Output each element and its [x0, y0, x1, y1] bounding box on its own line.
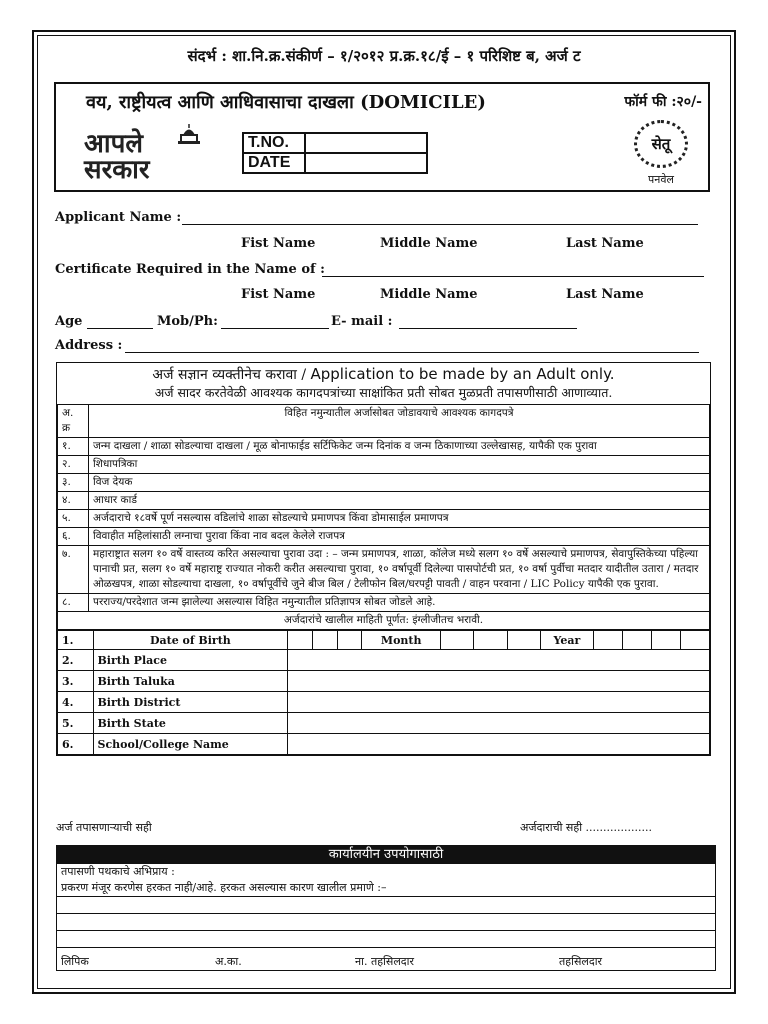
setu-logo-city: पनवेल: [648, 173, 674, 186]
token-date-table: [242, 132, 428, 174]
dob-year-box[interactable]: [622, 631, 651, 650]
birth-taluka-field[interactable]: [288, 671, 710, 692]
table-row: [58, 438, 710, 456]
adult-only-marathi: अर्ज सज्ञान व्यक्तीनेच करावा /: [152, 367, 307, 383]
certificate-name-field[interactable]: [322, 264, 704, 277]
tno-label: T.NO.: [243, 133, 305, 153]
certificate-name-label: Certificate Required in the Name of :: [55, 262, 325, 277]
office-footer-row: [57, 948, 715, 970]
table-row: [58, 671, 710, 692]
dob-year-box[interactable]: [680, 631, 709, 650]
dob-year-label: Year: [541, 631, 594, 650]
office-use-heading: कार्यालयीन उपयोगासाठी: [57, 846, 715, 864]
dob-row: [58, 631, 710, 650]
mobile-field[interactable]: [221, 316, 329, 329]
office-use-section: [56, 845, 716, 971]
dob-month-label: Month: [362, 631, 441, 650]
form-frame: [32, 30, 736, 994]
deputy-tahsildar-label: ना. तहसिलदार: [355, 955, 414, 968]
birth-district-field[interactable]: [288, 692, 710, 713]
table-row: [58, 528, 710, 546]
dob-day-box[interactable]: [288, 631, 313, 650]
school-name-field[interactable]: [288, 734, 710, 755]
tno-field[interactable]: [305, 133, 427, 153]
aaple-sarkar-logo: [82, 124, 210, 185]
birth-state-field[interactable]: [288, 713, 710, 734]
applicant-last-name-caption: Last Name: [566, 236, 644, 251]
verifier-signature-label: अर्ज तपासणाऱ्याची सही: [56, 821, 152, 834]
dob-day-box[interactable]: [337, 631, 362, 650]
row-num: २.: [58, 456, 89, 474]
dob-num: 1.: [58, 631, 94, 650]
table-row: [58, 692, 710, 713]
row-num: 2.: [58, 650, 94, 671]
table-row: [58, 546, 710, 594]
table-row: [58, 492, 710, 510]
birth-state-label: Birth State: [93, 713, 288, 734]
row-text: अर्जदाराचे १८वर्षे पूर्ण नसल्यास वडिलांचे शाळा सोडल्याचे प्रमाणपत्र किंवा डोमासाईल प्रमाणपत्र: [89, 510, 710, 528]
age-field[interactable]: [87, 316, 153, 329]
row-num: 3.: [58, 671, 94, 692]
documents-header-row: [58, 405, 710, 438]
applicant-signature-label: अर्जदाराची सही ...................: [520, 821, 652, 834]
remarks-line[interactable]: [57, 914, 715, 931]
row-text: विवाहीत महिलांसाठी लग्नाचा पुरावा किंवा नाव बदल केलेले राजपत्र: [89, 528, 710, 546]
certificate-last-name-caption: Last Name: [566, 287, 644, 302]
address-label: Address :: [55, 338, 123, 353]
dob-year-box[interactable]: [651, 631, 680, 650]
row-num: 4.: [58, 692, 94, 713]
logo-text-line2: सरकार: [84, 155, 150, 185]
dob-month-box[interactable]: [507, 631, 540, 650]
setu-logo: [630, 120, 694, 190]
row-num: ३.: [58, 474, 89, 492]
officer-label: अ.का.: [215, 955, 242, 968]
birth-place-label: Birth Place: [93, 650, 288, 671]
form-title: वय, राष्ट्रीयत्व आणि आधिवासाचा दाखला (DOMICILE): [86, 92, 486, 113]
adult-only-line: [57, 365, 710, 384]
logo-text-line1: आपले: [84, 129, 143, 159]
row-num: ८.: [58, 594, 89, 612]
table-row: [58, 510, 710, 528]
row-text: महाराष्ट्रात सलग १० वर्षे वास्तव्य करित असल्याचा पुरावा उदा : – जन्म प्रमाणपत्र, शाळा, कॉलेज मध्ये सलग १० वर्षे असल्याचे प्रमाणपत्र, सेवापुस्तिकेच्या पहिल्या पानाची प्रत, सलग १० वर्षे महाराष्ट्र राज्यात नोकरी करीत असल्याचा पुरावा, १० वर्षापूर्वी दिलेल्या पासपोर्टची प्रत, १० वर्षा पुर्वीचा मतदार यादीतील उतारा / मतदार ओळखपत्र, शाळा सोडल्याचा दाखला, १० वर्षापूर्वीचे जुने बीज बिल / टेलीफोन बिल/घरपट्टी पावती / वाहन परवाना / LIC Policy यापैकी एक पुरावा.: [89, 546, 710, 594]
row-num: १.: [58, 438, 89, 456]
documents-section: [56, 362, 711, 756]
building-dome-icon: [174, 124, 204, 146]
table-row: [58, 734, 710, 755]
remarks-line[interactable]: [57, 931, 715, 948]
dob-label: Date of Birth: [93, 631, 288, 650]
school-name-label: School/College Name: [93, 734, 288, 755]
inspection-remarks-label: तपासणी पथकाचे अभिप्राय :: [61, 865, 175, 878]
dob-month-box[interactable]: [440, 631, 473, 650]
email-label: E- mail :: [331, 314, 393, 329]
approval-statement: प्रकरण मंजूर करणेस हरकत नाही/आहे. हरकत असल्यास कारण खालील प्रमाणे :–: [57, 880, 715, 897]
english-note-row: [58, 612, 710, 630]
setu-logo-word: सेतू: [651, 135, 671, 153]
row-num: ५.: [58, 510, 89, 528]
tahsildar-label: तहसिलदार: [559, 955, 603, 968]
mobile-label: Mob/Ph:: [157, 314, 218, 329]
table-row: [58, 713, 710, 734]
date-label: DATE: [243, 153, 305, 173]
documents-header-desc: विहित नमुन्यातील अर्जासोबत जोडावयाचे आवश्यक कागदपत्रे: [89, 405, 710, 438]
certificate-first-name-caption: Fist Name: [241, 287, 316, 302]
table-row: [58, 594, 710, 612]
remarks-line[interactable]: [57, 897, 715, 914]
birth-place-field[interactable]: [288, 650, 710, 671]
row-text: परराज्य/परदेशात जन्म झालेल्या असल्यास विहित नमुन्यातील प्रतिज्ञापत्र सोबत जोडले आहे.: [89, 594, 710, 612]
row-text: शिधापत्रिका: [89, 456, 710, 474]
row-num: 5.: [58, 713, 94, 734]
date-field[interactable]: [305, 153, 427, 173]
row-text: विज देयक: [89, 474, 710, 492]
attested-copies-line: अर्ज सादर करतेवेळी आवश्यक कागदपत्रांच्या साक्षांकित प्रती सोबत मुळप्रती तपासणीसाठी आणाव्यात.: [154, 385, 613, 400]
applicant-name-label: Applicant Name :: [55, 210, 182, 225]
address-field[interactable]: [125, 340, 699, 353]
reference-line: संदर्भ : शा.नि.क्र.संकीर्ण – १/२०१२ प्र.क्र.१८/ई – १ परिशिष्ट ब, अर्ज ट: [187, 47, 581, 65]
form-fee: फॉर्म फी :२०/-: [624, 94, 702, 110]
row-text: जन्म दाखला / शाळा सोडल्याचा दाखला / मूळ बोनाफाईड सर्टिफिकेट जन्म दिनांक व जन्म ठिकाणाच्या उल्लेखासह, यापैकी एक पुरावा: [89, 438, 710, 456]
table-row: [58, 456, 710, 474]
applicant-middle-name-caption: Middle Name: [380, 236, 478, 251]
row-num: ६.: [58, 528, 89, 546]
applicant-first-name-caption: Fist Name: [241, 236, 316, 251]
row-num: ७.: [58, 546, 89, 594]
row-text: आधार कार्ड: [89, 492, 710, 510]
instructions-header: [57, 363, 710, 404]
clerk-label: लिपिक: [61, 955, 89, 968]
age-label: Age: [55, 314, 83, 329]
applicant-name-field[interactable]: [182, 212, 698, 225]
english-note: अर्जदारांचे खालील माहिती पूर्णत: इंग्लीजीतच भरावी.: [58, 612, 710, 630]
birth-district-label: Birth District: [93, 692, 288, 713]
birth-details-table: [57, 630, 710, 755]
dob-day-box[interactable]: [312, 631, 337, 650]
documents-table: [57, 404, 710, 630]
birth-taluka-label: Birth Taluka: [93, 671, 288, 692]
row-num: ४.: [58, 492, 89, 510]
certificate-middle-name-caption: Middle Name: [380, 287, 478, 302]
email-field[interactable]: [399, 316, 577, 329]
header-box: [54, 82, 710, 192]
adult-only-english: Application to be made by an Adult only.: [310, 365, 615, 383]
table-row: [58, 650, 710, 671]
dob-year-box[interactable]: [593, 631, 622, 650]
table-row: [58, 474, 710, 492]
documents-header-num: अ. क्र: [58, 405, 89, 438]
row-num: 6.: [58, 734, 94, 755]
dob-month-box[interactable]: [474, 631, 507, 650]
